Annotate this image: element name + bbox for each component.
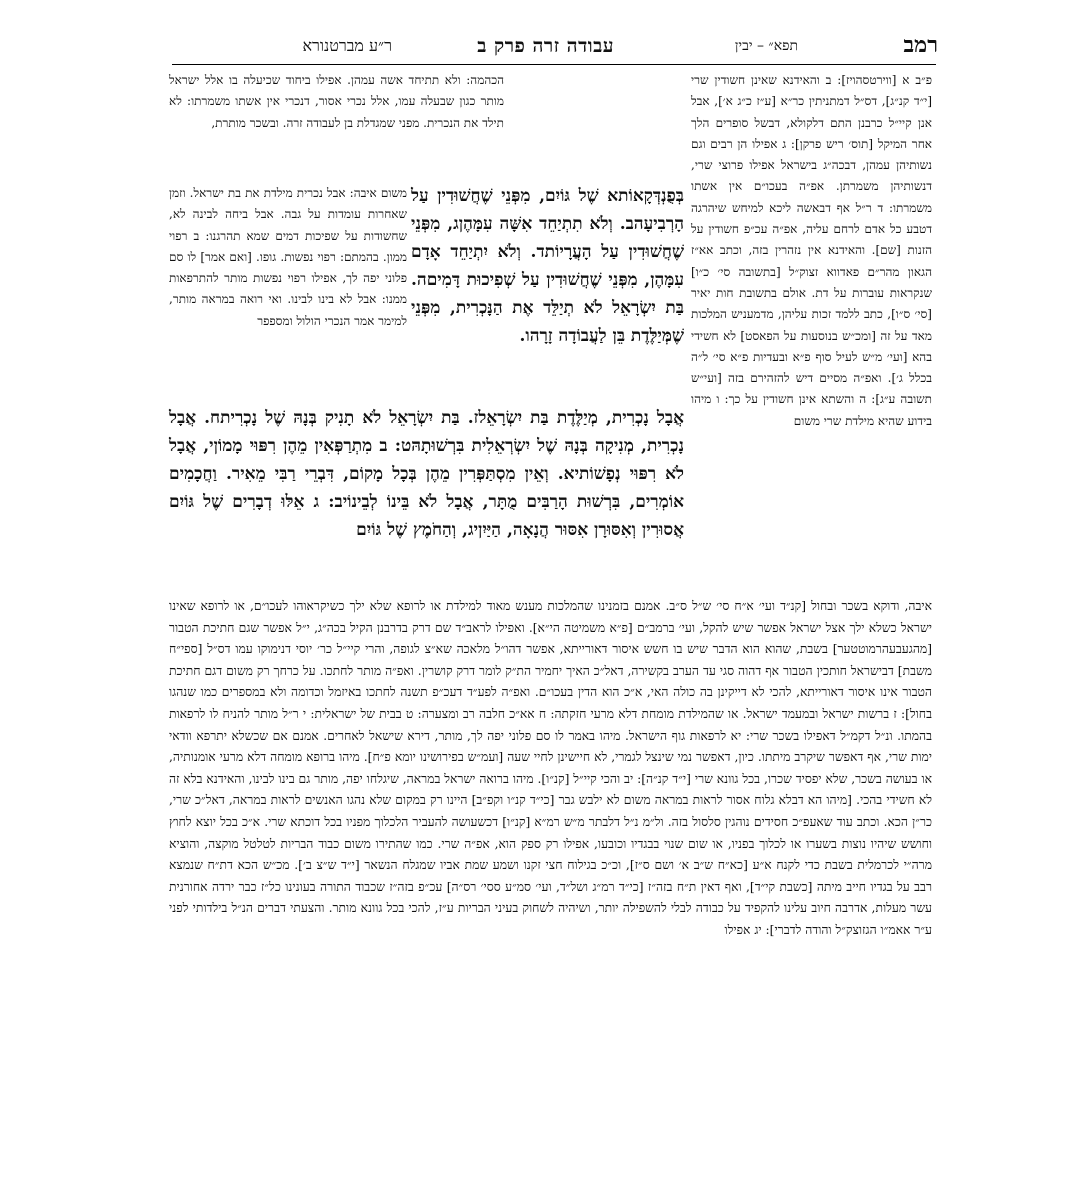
page-label: רמב: [903, 32, 938, 58]
range-label: תפא״ – יבין: [734, 38, 798, 54]
left-commentary-top: [169, 70, 504, 183]
left-commentary-top-text: הכהמה: ולא תתיחד אשה עמהן. אפילו ביחוד שכיעלה בו אלל ישראל מותר כגון שבעלה עמו, אלל נכרי אסור, דנכרי אין אשתו משמרתו: לא תילד את הנכרית. מפני שמגדלת בן לעבודה זרה. ובשכר מותרת,: [169, 73, 504, 130]
mishna-text-full-width: אֲבָל נָכְרִית, מְיַלֶּדֶת בַּת יִשְׂרָאֵלז. בַּת יִשְׂרָאֵל לֹא תָנִיק בְּנָהּ שֶׁל נָכְרִיתח. אֲבָל נָכְרִית, מְנִיקָה בְּנָהּ שֶׁל יִשְׂרְאֵלִית בִּרְשׁוּתָהּט: ב מִתְרַפְּאִין מֵהֶן רִפּוּי מָמוֹןי, אֲבָל לֹא רִפּוּי נְפָשׁוֹתיא. וְאֵין מִסְתַּפְּרִין מֵהֶן בְּכָל מָקוֹם, דִּבְרֵי רַבִּי מֵאִיר. וַחֲכָמִים אוֹמְרִים, בִּרְשׁוּת הָרַבִּים מֻתָּר, אֲבָל לֹא בֵּינוֹ לְבֵינוֹיב: ג אֵלּוּ דְבָרִים שֶׁל גּוֹיִם אֲסוּרִין וְאִסּוּרָן אִסּוּר הֲנָאָה, הַיַּיִןיג, וְהַחֹמֶץ שֶׁל גּוֹיִם: [169, 408, 684, 540]
left-commentary-mid-text: משום איבה: אבל נכרית מילדת את בת ישראל. וזמן שאחרות עומדות על גבה. אבל ביחה לבינה לא, שחשודות על שפיכות דמים שמא תהרגנו: ב רפוי ממון. בהמתם: רפוי נפשות. גופו. [ואם אמר] לו סם פלוני יפה לך, אפילו רפוי נפשות מותר להתרפאות ממנו: אבל לא בינו לבינו. ואי רואה במראה מותר, למימר אמר הנכרי הולול ומספפר: [169, 186, 407, 328]
running-header: [172, 34, 936, 64]
right-commentary-column: [691, 70, 932, 594]
commentator-label: ר״ע מברטנורא: [302, 36, 392, 55]
tractate-title: עבודה זרה פרק ב: [477, 35, 614, 57]
right-commentary-text: פ״ב א [ווירטסהויז]: ב והאידנא שאינן חשודין שרי [י״ד קנ״ג], דס״ל דמתניתין כר״א [ע״ז כ״ג א׳], אבל אנן קיי״ל כרבנן התם דלקולא, דבשל סופרים הלך אחר המיקל [תוס׳ ריש פרקן]: ג אפילו הן רבים וגם נשותיהן עמהן, דבכה״ג בישראל אפילו פרוצי שרי, דנשותיהן משמרתן. אפ״ה בעכו״ם אין אשתו משמרתו: ד ר״ל אף דבאשה ליכא למיחש שיהרגה דטבע כל אדם לרחם עליה, אפ״ה עכ״פ חשודין על הזנות [שם]. והאידנא אין נזהרין בזה, וכתב אא״ז הגאון מהר״ם פאדווא זצוק״ל [בתשובה סי׳ כ״ו] שנקראות עוברות על דת. אולם בתשובת חות יאיר [סי׳ ס״ו], כתב ללמד זכות עליהן, מדמעניש המלכות מאד על זה [ומכ״ש בנוסעות על הפאסט] לא חשידי בהא [ועי׳ מ״ש לעיל סוף פ״א ובעדיות פ״א סי׳ ל״ה בכלל ג׳]. ואפ״ה מסיים דיש להזהירם בזה [ועי״ש תשובה ע״ג]: ה והשתא אינן חשודין על כך: ו מיהו בידוע שהיא מילדת שרי משום: [691, 73, 932, 428]
header-rule: [172, 64, 936, 65]
bottom-commentary: [169, 596, 932, 942]
mishna-text-top: בְּפֻנְדְּקָאוֹתא שֶׁל גּוֹיִם, מִפְּנֵי שֶׁחֲשׁוּדִין עַל הָרְבִיעָהב. וְלֹא תִתְיַחֵד אִשָּׁה עִמָּהֶןג, מִפְּנֵי שֶׁחֲשׁוּדִין עַל הָעֲרָיוֹתד. וְלֹא יִתְיַחֵד אָדָם עִמָּהֶן, מִפְּנֵי שֶׁחֲשׁוּדִין עַל שְׁפִיכוּת דָּמִיםה. בַּת יִשְׂרָאֵל לֹא תְיַלֵּד אֶת הַנָּכְרִית, מִפְּנֵי שֶׁמְּיַלֶּדֶת בֵּן לַעֲבוֹדָה זָרָהו.: [411, 186, 684, 346]
bottom-commentary-text: איבה, ודוקא בשכר ובחול [קנ״ד ועי׳ א״ח סי׳ ש״ל ס״ב. אמנם בזמנינו שהמלכות מענש מאוד למילדת או לרופא שלא ילך כשיקראוהו לעכו״ם, או לרופא שאינו ישראל כשלא ילך אצל ישראל אפשר שיש להקל, ועי׳ ברמב״ם [פ״א משמיטה הי״א]. ואפילו לראב״ד שם דרק בדרבנן הקיל בכה״ג, י״ל אפשר שגם חתיכת הטבור [מהגעבעהרמוטטער] בשבת, שהוא הוא הדבר שיש בו חשש איסור דאורייתא, אפשר דהו״ל מלאכה שא״צ לגופה, והרי קיי״ל כר׳ יוסי דנימוקו עמו דס״ל [ספי״ח משבת] דבישראל חותכין הטבור אף דהוה סגי עד הערב בקשירה, דאל״כ האיך יחמיר הת״ק לומר דרק קושרין. ואפ״ה מותר לחתכו. על כרחך רק משום דגם חתיכת הטבור אינו איסור דאורייתא, להכי לא דייקינן בה כולה האי, א״כ הוא הדין בעכו״ם. ואפ״ה לפע״ד דעכ״פ תשנה לחתכו באיזמל וכדומה ולא במספרים כמו שנהגו בחול]: ז ברשות ישראל ובמעמד ישראל. או שהמילדת מומחת דלא מרעי חזקתה: ח אא״כ חלבה רב ומצערה: ט בבית של ישראלית: י ר״ל מותר להניח לו לרפאות בהמתו. ונ״ל דקמ״ל דאפילו בשכר שרי: יא לרפאות גוף הישראל. מיהו באמר לו סם פלוני יפה לך, מותר, דירא שישאל לאחרים. אמנם אם שכשלא יתרפא וודאי ימות שרי, אף דאפשר שיקרב מיתתו. כיון, דאפשר נמי שינצל לגמרי, לא חיישינן לחיי שעה [ועמ״ש בפירושינו יומא פ״ח]. מיהו ברופא מומחה דלא מרעי אומנותיה, או בעושה בשכר, שלא יפסיד שכרו, בכל גוונא שרי [י״ד קנ״ה]: יב והכי קיי״ל [קנ״ו]. מיהו ברואה ישראל במראה, שיגלחו יפה, מותר גם בינו לבינו, והאידנא בלא זה לא חשידי בהכי. [מיהו הא דבלא גלוח אסור לראות במראה משום לא ילבש גבר [כי״ד קנ״ו וקפ״ב] היינו רק במקום שלא נהגו האנשים לראות במראה, דאל״כ שרי, כר״ן הכא. וכתב עוד שאעפ״כ חסידים נוהגין סלסול בזה. ול״מ נ״ל דלבתר מ״ש רמ״א [קנ״ו] דכשעושה להעביר הלכלוך מפניו בכל דוכתא שרי. א״כ בכל יוצא לחוץ וחושש שיהיו נוצות בשערו או לכלוך בפניו, או שום שנוי בבגדיו וכובעו, אפילו רק ספק הוא, אפ״ה שרי. כמו שהתירו משום כבוד הבריות לטלטל מוקצה, והוציא מרה״י לכרמלית בשבת כדי לקנח א״ע [כא״ח ש״ב א׳ ושם ס״ז], וכ״כ בגילוח חצי זקנו ושמע שמת אביו שמגלח הנשאר [י״ד ש״צ ב׳]. מכ״ש הכא דת״ח שנמצא רבב על בגדיו חייב מיתה [כשבת קי״ד], ואף דאין ת״ח בזה״ז [כי״ד רמ״ג ושל״ד, ועי׳ סמ״ע ססי׳ רס״ה] עכ״פ בזה״ז שכבוד התורה בעונינו כל״ז כבר ירדה אחורנית עשר מעלות, אדרבה חיוב עלינו להקפיד על כבודה לבלי להשפילה יותר, ושיהיה לשחוק בעיני הבריות ע״ז, להכי בכל גוונא מותר. והצעתי דברים הנ״ל בילדותי לפני ע״ר אאמ״ו הגזוצק״ל והודה לדברי]: יג אפילו: [169, 599, 932, 937]
left-commentary-mid: [169, 183, 407, 383]
